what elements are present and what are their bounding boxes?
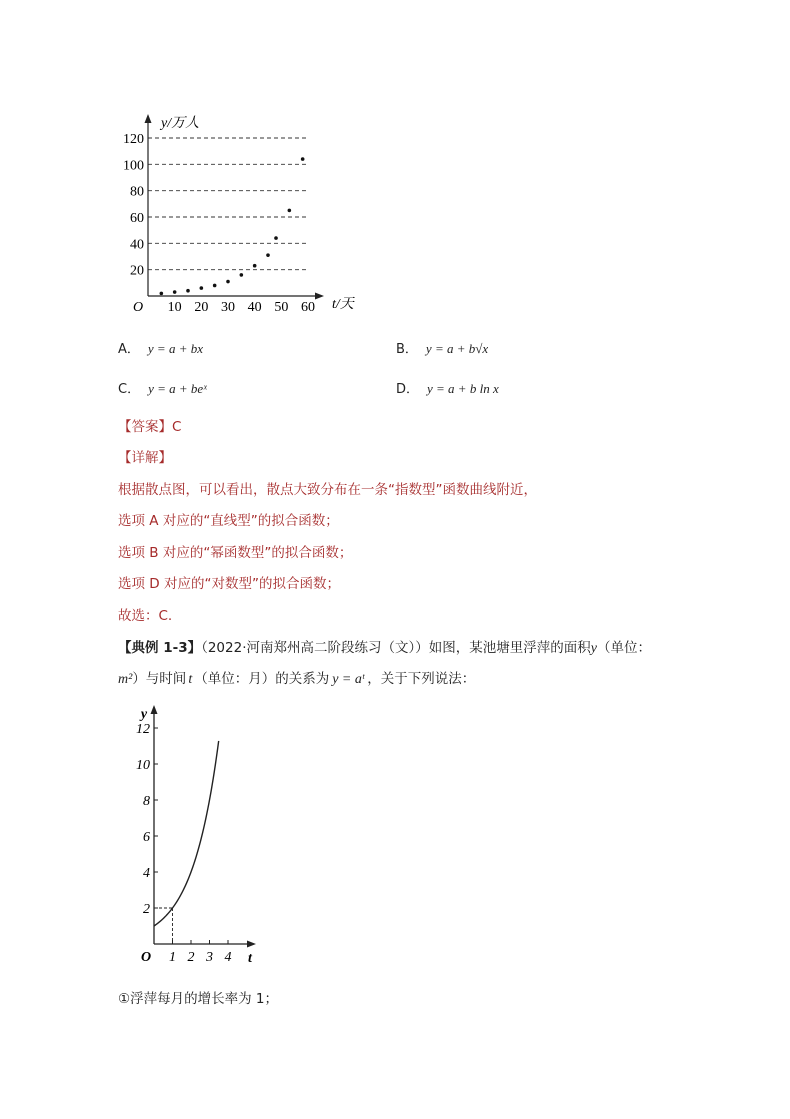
- scatter-points: [160, 157, 305, 295]
- scatter-x-tick-label: 40: [247, 300, 262, 315]
- detail-line-2: 选项 A 对应的“直线型”的拟合函数；: [118, 513, 339, 529]
- scatter-y-tick-label: 60: [130, 211, 144, 226]
- option-c-letter: C．: [118, 382, 141, 397]
- example-unit-m2: m²: [118, 672, 133, 687]
- detail-line-5: 故选：C.: [118, 608, 173, 624]
- scatter-y-tick-label: 120: [123, 132, 144, 147]
- item-1: [118, 987, 278, 1007]
- option-c-formula: y = a + beˣ: [148, 381, 207, 396]
- detail-line-3: 选项 B 对应的“幂函数型”的拟合函数；: [118, 545, 353, 561]
- detail-line-4: 选项 D 对应的“对数型”的拟合函数；: [118, 576, 340, 592]
- scatter-point: [266, 253, 270, 257]
- curve-y-tick-label: 12: [136, 722, 150, 737]
- example-line-2: [118, 667, 475, 688]
- option-a-letter: A．: [118, 342, 140, 357]
- scatter-point: [288, 209, 292, 213]
- example-line-1: [118, 636, 651, 657]
- curve-y-tick-label: 8: [143, 794, 150, 809]
- scatter-x-tick-labels: [168, 300, 315, 315]
- scatter-point: [213, 284, 217, 288]
- example-var-t: t: [188, 672, 193, 687]
- scatter-y-unit-label: y/万人: [161, 116, 200, 131]
- example-line2-c: ，关于下列说法：: [367, 671, 476, 687]
- curve-chart: [118, 700, 278, 972]
- scatter-point: [274, 236, 278, 240]
- scatter-x-tick-label: 30: [221, 300, 235, 315]
- option-c[interactable]: [118, 378, 207, 397]
- scatter-point: [186, 289, 190, 293]
- item-1-text: 浮萍每月的增长率为 1；: [130, 991, 278, 1007]
- scatter-chart: [118, 110, 368, 320]
- option-d-formula: y = a + b ln x: [427, 381, 499, 396]
- example-source: （2022·河南郑州高二阶段练习（文））如图，某池塘里浮萍的面积: [201, 640, 591, 656]
- curve-x-tick-label: 2: [187, 950, 195, 965]
- scatter-y-tick-label: 100: [123, 158, 144, 174]
- curve-y-ticks: [136, 722, 158, 917]
- scatter-gridlines: [148, 138, 308, 270]
- example-tag: 【典例 1-3】: [118, 640, 202, 656]
- example-line2-a: ）与时间: [132, 671, 187, 687]
- scatter-y-tick-label: 80: [130, 184, 144, 200]
- item-1-marker: ①: [118, 991, 131, 1007]
- curve-origin-label: O: [140, 950, 152, 965]
- example-formula: y = aᵗ: [332, 672, 365, 687]
- detail-line-1: 根据散点图，可以看出，散点大致分布在一条“指数型”函数曲线附近，: [118, 482, 537, 498]
- answer-label: 【答案】: [118, 419, 172, 435]
- option-d-letter: D．: [396, 382, 420, 397]
- scatter-point: [200, 286, 204, 290]
- curve-x-tick-label: 4: [224, 950, 232, 965]
- curve-x-label: t: [248, 951, 252, 966]
- scatter-x-tick-label: 20: [194, 300, 209, 315]
- option-a[interactable]: [118, 338, 203, 357]
- scatter-point: [240, 273, 244, 277]
- curve-y-tick-label: 6: [143, 830, 150, 845]
- curve-x-arrow: [247, 941, 256, 948]
- scatter-x-arrow: [315, 293, 324, 300]
- scatter-x-tick-label: 60: [301, 300, 315, 315]
- scatter-point: [160, 292, 164, 296]
- option-b-letter: B．: [396, 342, 418, 357]
- example-unit-open: （单位：: [596, 640, 651, 656]
- scatter-point: [173, 290, 177, 294]
- example-line2-b: （单位：月）的关系为: [194, 671, 330, 687]
- scatter-y-tick-labels: [123, 132, 144, 279]
- scatter-x-unit-label: t/天: [332, 297, 354, 312]
- curve-y-arrow: [151, 705, 158, 714]
- scatter-origin-label: O: [132, 300, 144, 315]
- curve-y-label: y: [140, 707, 148, 722]
- option-a-formula: y = a + bx: [147, 341, 203, 356]
- scatter-y-tick-label: 20: [130, 263, 144, 279]
- curve-y-tick-label: 2: [143, 902, 150, 917]
- answer-line: [118, 415, 181, 435]
- scatter-point: [226, 280, 230, 284]
- scatter-y-arrow: [145, 114, 152, 123]
- scatter-x-tick-label: 10: [167, 300, 182, 315]
- detail-label: 【详解】: [118, 450, 172, 466]
- curve-guide-lines: [154, 908, 173, 944]
- curve-line: [154, 741, 219, 926]
- option-b-formula: y = a + b√x: [425, 341, 489, 356]
- scatter-point: [301, 157, 305, 161]
- curve-x-tick-label: 3: [206, 950, 213, 965]
- answer-value: C: [172, 419, 182, 435]
- curve-x-tick-label: 1: [169, 950, 176, 965]
- option-b[interactable]: [396, 338, 488, 357]
- scatter-y-tick-label: 40: [130, 237, 144, 253]
- scatter-x-tick-label: 50: [274, 300, 289, 315]
- curve-y-tick-label: 4: [143, 866, 150, 881]
- scatter-point: [253, 264, 257, 268]
- curve-y-tick-label: 10: [136, 758, 150, 773]
- example-var-y: y: [590, 641, 597, 656]
- option-d[interactable]: [396, 378, 499, 397]
